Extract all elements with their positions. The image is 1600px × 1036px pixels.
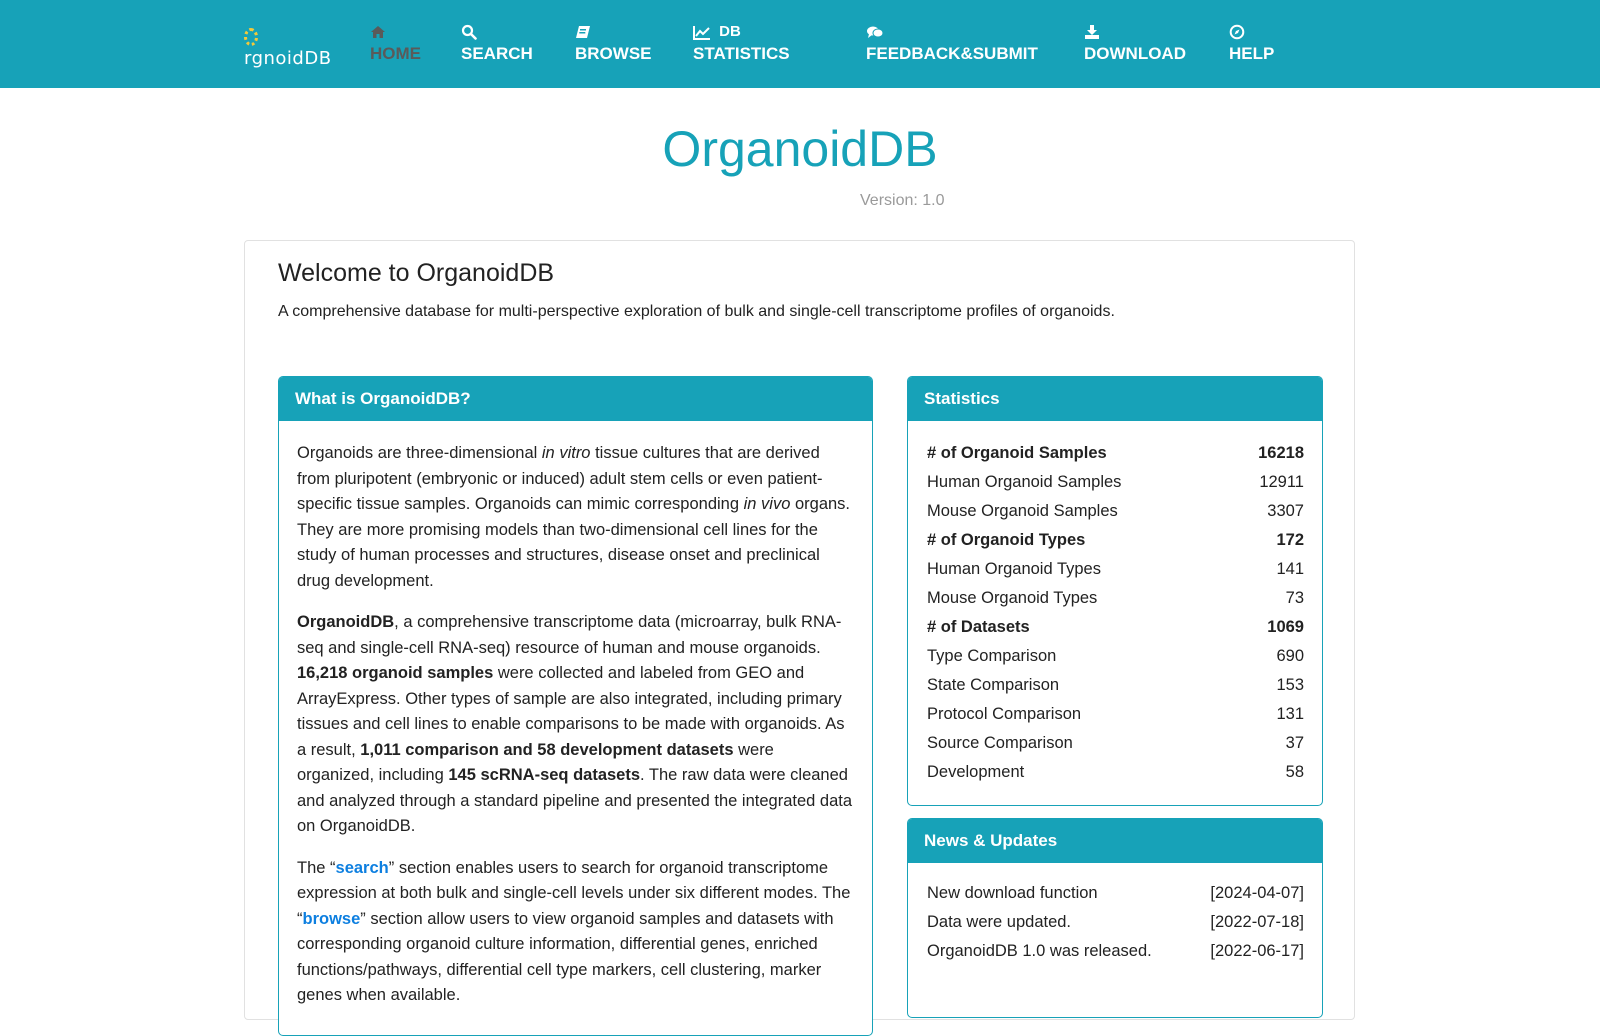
stat-row xyxy=(927,468,1304,497)
text-span: . The raw data were cleaned and analyzed through a standard pipeline and presented the integrated data on OrganoidDB. xyxy=(297,766,853,835)
stat-value: 16218 xyxy=(1258,444,1304,462)
stat-label: Mouse Organoid Samples xyxy=(927,502,1118,520)
stat-label: State Comparison xyxy=(927,676,1060,694)
stat-row xyxy=(927,526,1304,555)
news-item xyxy=(927,879,1304,908)
news-item xyxy=(927,937,1304,966)
stat-label: Type Comparison xyxy=(927,647,1057,665)
nav-feedback-submit[interactable] xyxy=(866,18,1038,68)
comments-icon xyxy=(866,18,1038,40)
stat-label: Protocol Comparison xyxy=(927,705,1082,723)
stat-label: Source Comparison xyxy=(927,734,1073,752)
logo-text: rgnoidDB xyxy=(244,48,332,69)
page-title: OrganoidDB xyxy=(662,121,938,177)
search-link[interactable]: search xyxy=(335,858,389,877)
text-span: organs. They are more promising models than two-dimensional cell lines for the study of human processes and structures, disease onset and preclinical drug development. xyxy=(297,495,851,590)
italic-in-vivo: in vivo xyxy=(743,495,791,513)
stat-row xyxy=(927,700,1304,729)
bold-dataset-count: 1,011 comparison and 58 development datasets xyxy=(360,740,734,759)
nav-download-label: DOWNLOAD xyxy=(1084,44,1186,63)
news-date: [2022-06-17] xyxy=(1210,942,1304,960)
nav-search-label: SEARCH xyxy=(461,44,533,63)
stat-row xyxy=(927,729,1304,758)
welcome-intro: A comprehensive database for multi-perspective exploration of bulk and single-cell transcriptome profiles of organoids. xyxy=(278,303,1115,320)
text-span: ” section enables users to search for organoid transcriptome expression at both bulk and single-cell levels under six different modes. The “ xyxy=(297,858,851,928)
home-icon xyxy=(370,18,421,40)
stat-value: 12911 xyxy=(1259,473,1304,491)
stat-row xyxy=(927,439,1304,468)
what-is-panel xyxy=(278,376,873,1036)
main-card xyxy=(244,240,1355,1020)
text-span: Organoids are three-dimensional xyxy=(297,444,542,462)
logo-o-icon xyxy=(244,28,258,46)
what-paragraph-2 xyxy=(297,610,854,840)
what-is-body xyxy=(279,421,872,1009)
welcome-heading: Welcome to OrganoidDB xyxy=(278,259,555,287)
text-span: , a comprehensive transcriptome data (microarray, bulk RNA-seq and single-cell RNA-seq) resource of human and mouse organoids. xyxy=(297,613,842,657)
stat-label: # of Organoid Types xyxy=(927,531,1086,549)
stat-value: 58 xyxy=(1285,763,1304,781)
what-is-panel-title: What is OrganoidDB? xyxy=(279,377,872,421)
stat-value: 153 xyxy=(1276,676,1304,694)
statistics-panel-title: Statistics xyxy=(908,377,1322,421)
news-text: New download function xyxy=(927,884,1098,902)
stat-row xyxy=(927,642,1304,671)
stat-value: 1069 xyxy=(1267,618,1304,636)
nav-db-label: DB xyxy=(719,23,741,41)
news-item xyxy=(927,908,1304,937)
news-text: OrganoidDB 1.0 was released. xyxy=(927,942,1152,960)
download-icon xyxy=(1084,18,1186,40)
stat-label: # of Datasets xyxy=(927,618,1030,636)
stat-value: 3307 xyxy=(1267,502,1304,520)
text-span: tissue cultures that are derived from pluripotent (embryonic or induced) adult stem cells or even patient-specific tissue samples. Organoids can mimic corresponding xyxy=(297,444,823,513)
stat-label: Human Organoid Types xyxy=(927,560,1101,578)
version-label: Version: 1.0 xyxy=(860,192,945,209)
news-text: Data were updated. xyxy=(927,913,1072,931)
news-panel xyxy=(907,818,1323,1018)
news-date: [2024-04-07] xyxy=(1210,884,1304,902)
stat-label: # of Organoid Samples xyxy=(927,444,1107,462)
stat-row xyxy=(927,758,1304,787)
bold-sample-count: 16,218 organoid samples xyxy=(297,664,494,682)
stat-value: 73 xyxy=(1285,589,1304,607)
nav-db-statistics[interactable] xyxy=(693,18,790,68)
stat-value: 141 xyxy=(1276,560,1304,578)
stat-label: Human Organoid Samples xyxy=(927,473,1122,491)
stat-value: 172 xyxy=(1276,531,1304,549)
nav-download[interactable] xyxy=(1084,18,1186,68)
text-span: The “ xyxy=(297,858,336,877)
stat-row xyxy=(927,555,1304,584)
text-span: were collected and labeled from GEO and ArrayExpress. Other types of sample are also integrated, including primary tissues and cell lines to enable comparisons to be made with organoids. As a result, xyxy=(297,664,845,759)
nav-search[interactable] xyxy=(461,18,533,68)
stat-value: 690 xyxy=(1276,647,1304,665)
stat-value: 37 xyxy=(1285,734,1304,752)
news-date: [2022-07-18] xyxy=(1210,913,1304,931)
search-icon xyxy=(461,18,533,40)
bold-organoiddb: OrganoidDB xyxy=(297,613,395,631)
nav-home-label: HOME xyxy=(370,44,421,63)
stat-label: Development xyxy=(927,763,1025,781)
italic-in-vitro: in vitro xyxy=(541,444,591,462)
news-list xyxy=(927,879,1304,966)
stat-row xyxy=(927,584,1304,613)
text-span: ” section allow users to view organoid samples and datasets with corresponding organoid culture information, differential genes, enriched functions/pathways, differential cell type markers, cell clustering, marker genes when available. xyxy=(297,909,834,1004)
browse-link[interactable]: browse xyxy=(302,909,361,928)
nav-statistics-label: STATISTICS xyxy=(693,44,790,63)
stat-label: Mouse Organoid Types xyxy=(927,589,1098,607)
stat-row xyxy=(927,671,1304,700)
book-icon xyxy=(575,18,652,40)
compass-icon xyxy=(1229,18,1274,40)
stat-value: 131 xyxy=(1276,705,1304,723)
statistics-table xyxy=(927,439,1304,787)
stat-row xyxy=(927,613,1304,642)
nav-home[interactable] xyxy=(370,18,421,68)
statistics-panel xyxy=(907,376,1323,806)
text-span: were organized, including xyxy=(297,740,774,784)
stat-row xyxy=(927,497,1304,526)
nav-help[interactable] xyxy=(1229,18,1274,68)
line-chart-icon xyxy=(693,18,790,40)
what-paragraph-3 xyxy=(297,856,854,1009)
nav-browse-label: BROWSE xyxy=(575,44,652,63)
nav-browse[interactable] xyxy=(575,18,652,68)
site-logo[interactable] xyxy=(244,28,346,69)
top-navbar xyxy=(0,0,1600,88)
bold-scrna-count: 145 scRNA-seq datasets xyxy=(448,766,641,784)
news-panel-title: News & Updates xyxy=(908,819,1322,863)
nav-feedback-label: FEEDBACK&SUBMIT xyxy=(866,44,1038,63)
what-paragraph-1 xyxy=(297,441,854,594)
nav-help-label: HELP xyxy=(1229,44,1275,63)
